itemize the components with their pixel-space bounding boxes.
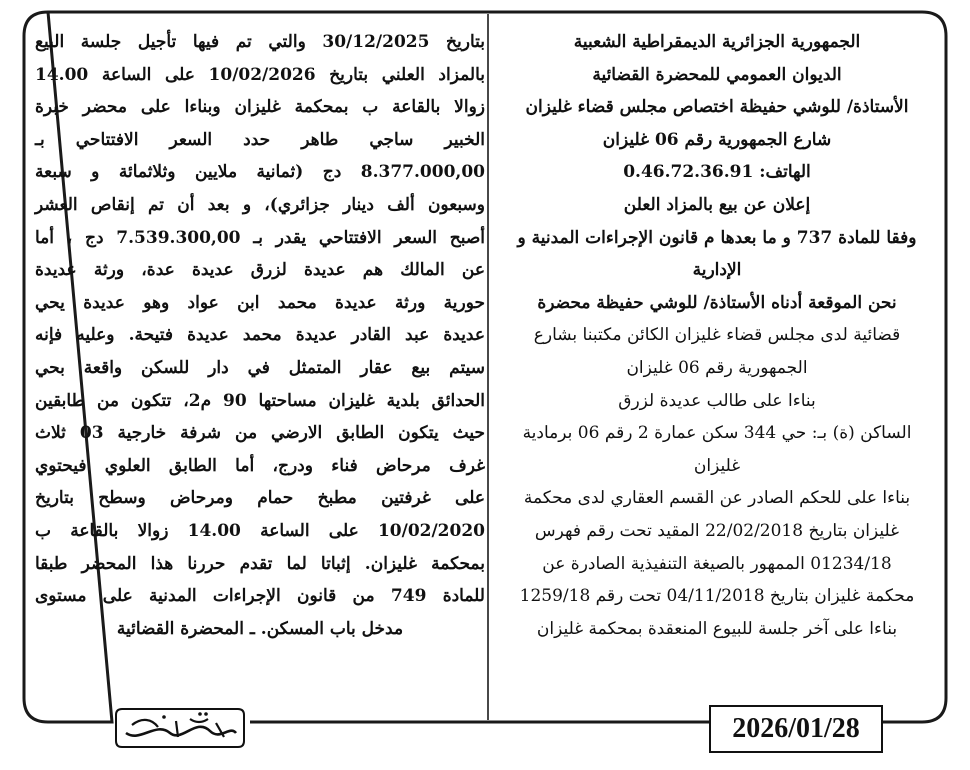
text-line: حيث يتكون الطابق الارضي من شرفة خارجية 03 ثلاث bbox=[35, 423, 485, 444]
text-line: وفقا للمادة 737 و ما بعدها م قانون الإجراءات المدنية و bbox=[517, 227, 917, 248]
text-line: 01234/18 الممهور بالصيغة التنفيذية الصادرة عن bbox=[542, 553, 892, 574]
right-column bbox=[497, 26, 937, 645]
text-line: غرف مرحاض فناء ودرج، أما الطابق العلوي فيحتوي bbox=[35, 455, 485, 476]
publication-date: 2026/01/28 bbox=[709, 705, 883, 753]
text-line: قضائية لدى مجلس قضاء غليزان الكائن مكتبنا بشارع bbox=[533, 325, 901, 346]
text-line: بناءا على طالب عديدة لزرق bbox=[618, 390, 816, 411]
left-column bbox=[35, 26, 485, 645]
text-line: بالمزاد العلني بتاريخ 10/02/2026 على الساعة 14.00 bbox=[35, 64, 485, 85]
text-line: أصبح السعر الافتتاحي يقدر بـ 7.539.300,00 دج ، أما bbox=[35, 227, 486, 248]
text-line: الإدارية bbox=[692, 260, 742, 281]
text-line: مدخل باب المسكن. ـ المحضرة القضائية bbox=[116, 618, 404, 639]
text-line: بناءا على للحكم الصادر عن القسم العقاري لدى محكمة bbox=[523, 488, 911, 509]
text-line: عن المالك هم عديدة لزرق عديدة عدة، ورثة عديدة bbox=[35, 260, 485, 281]
text-line: 8.377.000,00 دج (ثمانية ملايين وثلاثمائة و سبعة bbox=[35, 162, 485, 183]
text-line: 10/02/2020 على الساعة 14.00 زوالا بالقاعة ب bbox=[35, 520, 485, 541]
text-line: الجمهورية رقم 06 غليزان bbox=[626, 357, 808, 378]
text-line: الحدائق بلدية غليزان مساحتها 90 م2، تتكون من طابقين bbox=[35, 390, 485, 411]
text-line: حورية ورثة عديدة محمد ابن عواد وهو عديدة يحي bbox=[35, 292, 485, 313]
text-line: للمادة 749 من قانون الإجراءات المدنية على مستوى bbox=[35, 586, 485, 607]
text-line: بتاريخ 30/12/2025 والتي تم فيها تأجيل جلسة البيع bbox=[35, 32, 485, 52]
text-line: عديدة عبد القادر عديدة محمد عديدة فتيحة. وعليه فإنه bbox=[35, 325, 485, 346]
text-line: إعلان عن بيع بالمزاد العلن bbox=[623, 194, 811, 215]
text-line: الديوان العمومي للمحضرة القضائية bbox=[592, 64, 842, 85]
text-line: الساكن (ة) بـ: حي 344 سكن عمارة 2 رقم 06 برمادية bbox=[522, 423, 912, 444]
text-line: غليزان بتاريخ 22/02/2018 المقيد تحت رقم فهرس bbox=[534, 520, 900, 541]
text-line: الجمهورية الجزائرية الديمقراطية الشعبية bbox=[573, 32, 861, 52]
text-line: نحن الموقعة أدناه الأستاذة/ للوشي حفيظة محضرة bbox=[537, 292, 897, 313]
text-line: الهاتف: 0.46.72.36.91 bbox=[623, 162, 811, 183]
newspaper-logo bbox=[112, 703, 248, 753]
text-line: محكمة غليزان بتاريخ 04/11/2018 تحت رقم 1259/18 bbox=[519, 586, 915, 607]
text-line: بمحكمة غليزان. إثباتا لما تقدم حررنا هذا المحضر طبقا bbox=[35, 553, 485, 574]
text-line: زوالا بالقاعة ب بمحكمة غليزان وبناءا على محضر خبرة bbox=[35, 97, 485, 118]
text-line: سيتم بيع عقار المتمثل في دار للسكن واقعة بحي bbox=[35, 357, 485, 378]
text-line: الخبير ساجي طاهر حدد السعر الافتتاحي بـ bbox=[35, 129, 485, 150]
text-line: وسبعون ألف دينار جزائري)، و بعد أن تم إنقاص العشر bbox=[35, 194, 485, 215]
text-line: شارع الجمهورية رقم 06 غليزان bbox=[602, 129, 832, 150]
text-line: بناءا على آخر جلسة للبيوع المنعقدة بمحكمة غليزان bbox=[536, 618, 898, 639]
text-line: الأستاذة/ للوشي حفيظة اختصاص مجلس قضاء غليزان bbox=[525, 97, 909, 118]
text-line: على غرفتين مطبخ حمام ومرحاض وسطح بتاريخ bbox=[35, 488, 485, 509]
text-line: غليزان bbox=[693, 455, 741, 476]
